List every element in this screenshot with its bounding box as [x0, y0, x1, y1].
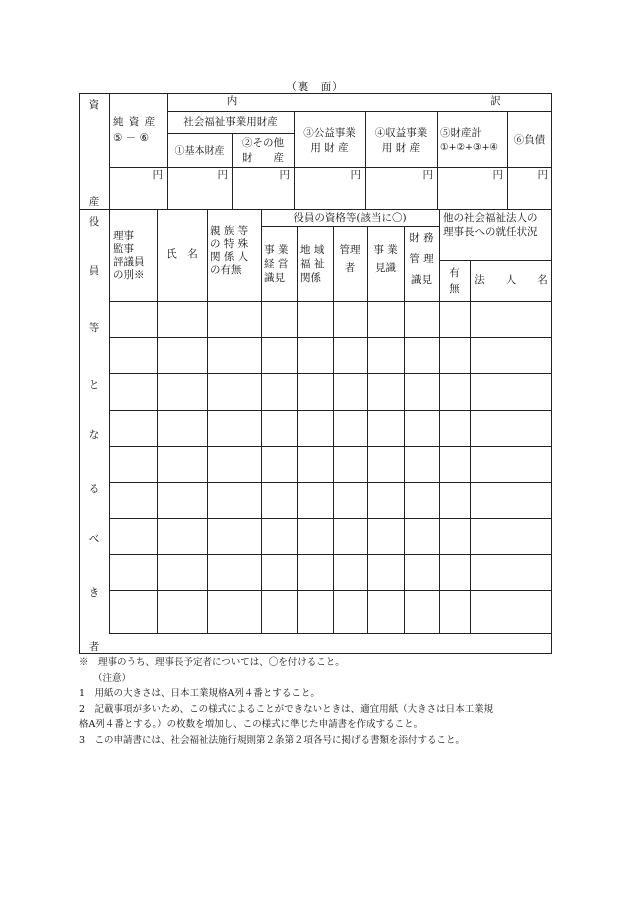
role-type-line-1: 理事: [113, 230, 134, 242]
notes-section: [79, 655, 559, 748]
other-property-label-2: 財 産: [242, 152, 284, 164]
net-assets-label: 純 資 産: [113, 116, 157, 128]
relatives-line-3: 関 係 人: [210, 251, 249, 263]
relatives-line-1: 親 族 等: [210, 225, 249, 237]
liabilities-label: ⑥負債: [513, 134, 546, 146]
property-total-label-1: ⑤財産計: [440, 127, 482, 139]
q-business-mgmt-1: 事 業: [264, 244, 289, 256]
qualification-header: 役員の資格等(該当に〇): [293, 212, 407, 224]
public-interest-property-label-1: ③公益事業: [303, 127, 356, 139]
role-type-line-3: 評議員: [113, 256, 145, 268]
officers-side-label-5: な: [88, 429, 100, 441]
note-1: 1 用紙の大きさは、日本工業規格A列４番とすること。: [79, 688, 320, 699]
assets-side-label-bottom: 産: [88, 196, 100, 208]
role-type-line-2: 監事: [113, 243, 134, 255]
yen-unit-public-interest: 円: [350, 169, 361, 181]
yen-unit-basic-property: 円: [217, 169, 228, 181]
q-finance-3: 識見: [411, 274, 432, 286]
q-local-welfare-1: 地 域: [300, 244, 325, 256]
name-column-header: 氏 名: [166, 248, 198, 260]
relatives-line-4: の有無: [210, 264, 242, 276]
profit-business-property-label-1: ④収益事業: [374, 127, 428, 139]
q-local-welfare-2: 福 祉: [300, 258, 325, 270]
footnote: ※ 理事のうち、理事長予定者については、〇を付けること。: [79, 657, 345, 668]
q-business-mgmt-2: 経 営: [264, 258, 289, 270]
breakdown-header-uchi: 内: [226, 95, 238, 107]
q-finance-1: 財 務: [409, 232, 434, 244]
officers-side-label-1: 役: [88, 216, 100, 228]
officers-side-label-7: べ: [88, 533, 100, 545]
property-total-label-2: ①+②+③+④: [440, 142, 498, 153]
officers-side-label-6: る: [88, 483, 100, 495]
breakdown-header-wake: 訳: [490, 95, 501, 107]
page-title: （裏 面）: [286, 81, 344, 93]
officers-side-label-2: 員: [88, 265, 100, 277]
q-local-welfare-3: 関係: [300, 272, 321, 284]
note-2-continued: 格A列４番とする。）の枚数を増加し、この様式に準じた申請書を作成すること。: [79, 719, 424, 730]
yen-unit-other-property: 円: [279, 169, 290, 181]
q-manager-1: 管理: [339, 244, 361, 256]
public-interest-property-label-2: 用 財 産: [310, 142, 349, 154]
other-corp-header-2: 理事長への就任状況: [443, 226, 538, 238]
presence-label-2: 無: [449, 283, 460, 295]
presence-label-1: 有: [449, 267, 460, 279]
role-type-line-4: の別※: [113, 269, 145, 281]
q-manager-2: 者: [344, 262, 356, 274]
corp-name-header: 法 人 名: [474, 274, 548, 286]
social-welfare-property-label: 社会福祉事業用財産: [183, 116, 278, 128]
yen-unit-liabilities: 円: [537, 169, 548, 181]
application-form-table: [79, 93, 552, 654]
officers-side-label-4: と: [88, 379, 100, 391]
q-business-insight-2: 見識: [375, 262, 396, 274]
profit-business-property-label-2: 用 財 産: [381, 142, 421, 154]
note-2: 2 記載事項が多いため、この様式によることができないときは、適宜用紙（大きさは日本工業規: [79, 703, 494, 715]
officers-side-label-3: 等: [88, 322, 100, 334]
q-business-mgmt-3: 識見: [264, 272, 285, 284]
q-business-insight-1: 事 業: [373, 244, 398, 256]
note-3: 3 この申請書には、社会福祉法施行規則第２条第２項各号に掲げる書類を添付すること。: [79, 734, 466, 746]
net-assets-formula: ⑤ － ⑥: [113, 132, 150, 144]
yen-unit-net-assets: 円: [152, 169, 163, 181]
yen-unit-profit-business: 円: [422, 169, 433, 181]
other-corp-header-1: 他の社会福祉法人の: [443, 212, 538, 224]
notes-heading: （注意）: [93, 672, 132, 684]
q-finance-2: 管 理: [409, 253, 434, 265]
assets-side-label-top: 資: [88, 99, 100, 111]
officers-side-label-9: 者: [88, 641, 100, 653]
relatives-line-2: の 特 殊: [210, 238, 249, 250]
officers-side-label-8: き: [88, 587, 100, 599]
other-property-label-1: ②その他: [242, 137, 284, 149]
basic-property-label: ①基本財産: [174, 146, 225, 157]
yen-unit-property-total: 円: [492, 169, 503, 181]
